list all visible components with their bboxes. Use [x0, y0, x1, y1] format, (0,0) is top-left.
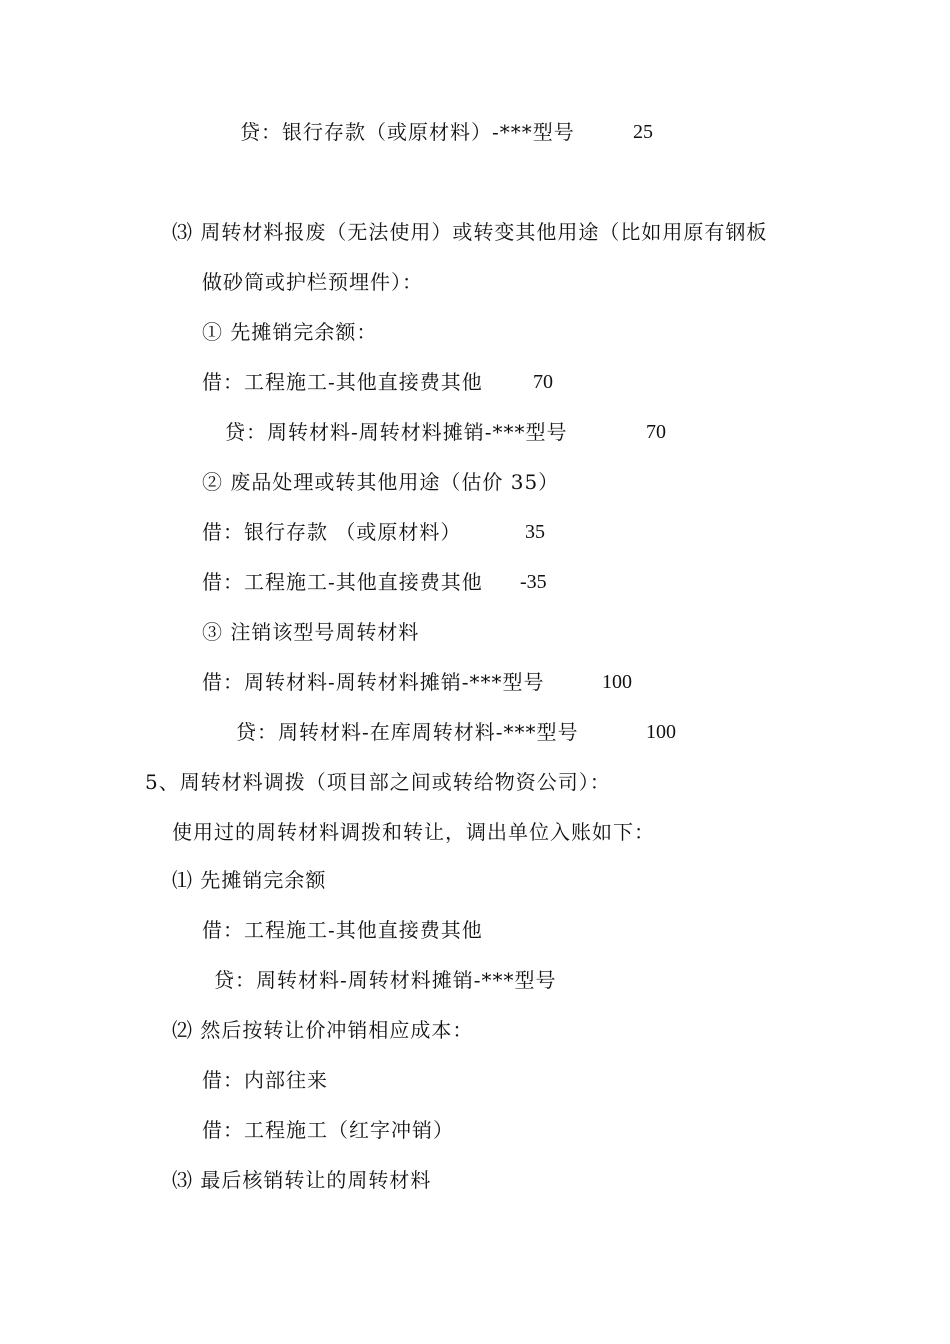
- amount-25: 25: [633, 121, 653, 143]
- entry-debit-engineering-2: 借：工程施工-其他直接费其他: [202, 918, 483, 942]
- amount-100-debit: 100: [602, 671, 632, 693]
- entry-debit-bank: 借：银行存款 （或原材料）: [202, 520, 462, 544]
- item-3-scrap-heading-cont: 做砂筒或护栏预埋件）：: [202, 270, 423, 294]
- entry-debit-internal: 借：内部往来: [202, 1068, 328, 1092]
- item-2-offset-cost: ⑵ 然后按转让价冲销相应成本：: [172, 1018, 474, 1042]
- step-2-disposal: ② 废品处理或转其他用途（估价 35）: [202, 470, 560, 494]
- item-3-scrap-heading: ⑶ 周转材料报废（无法使用）或转变其他用途（比如用原有钢板: [172, 220, 768, 244]
- item-1-amortize: ⑴ 先摊销完余额: [172, 868, 327, 892]
- entry-credit-in-stock: 贷：周转材料-在库周转材料-***型号: [236, 720, 579, 744]
- section-5-heading: 5、周转材料调拨（项目部之间或转给物资公司）：: [145, 770, 611, 794]
- amount-35: 35: [525, 521, 545, 543]
- section-5-intro: 使用过的周转材料调拨和转让，调出单位入账如下：: [172, 820, 655, 844]
- entry-credit-amortization-2: 贷：周转材料-周转材料摊销-***型号: [214, 968, 557, 992]
- amount-neg-35: -35: [520, 571, 547, 593]
- step-3-write-off: ③ 注销该型号周转材料: [202, 620, 420, 644]
- step-1-amortize: ① 先摊销完余额：: [202, 320, 378, 344]
- entry-debit-engineering-red: 借：工程施工（红字冲销）: [202, 1118, 454, 1142]
- amount-100-credit: 100: [646, 721, 676, 743]
- entry-debit-engineering-neg: 借：工程施工-其他直接费其他: [202, 570, 483, 594]
- entry-debit-amortization: 借：周转材料-周转材料摊销-***型号: [202, 670, 545, 694]
- amount-70-credit: 70: [646, 421, 666, 443]
- item-3-write-off-transfer: ⑶ 最后核销转让的周转材料: [172, 1168, 432, 1192]
- entry-debit-engineering: 借：工程施工-其他直接费其他: [202, 370, 483, 394]
- entry-credit-bank: 贷：银行存款（或原材料）-***型号: [240, 120, 575, 144]
- entry-credit-amortization: 贷：周转材料-周转材料摊销-***型号: [225, 420, 568, 444]
- amount-70-debit: 70: [533, 371, 553, 393]
